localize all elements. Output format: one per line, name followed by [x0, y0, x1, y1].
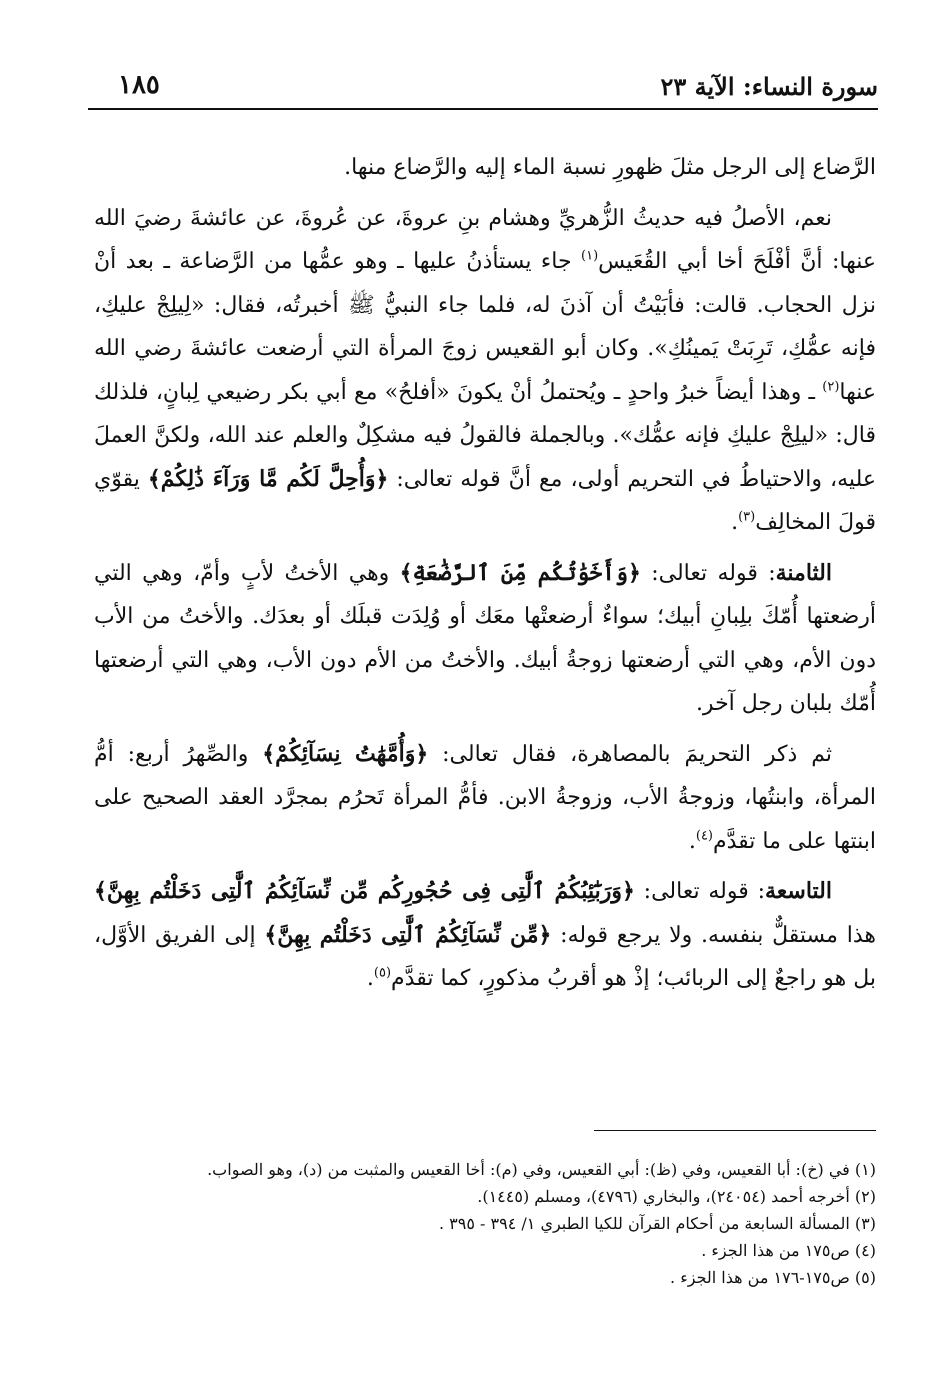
header-rule — [88, 108, 878, 110]
footnote-5: (٥) ص١٧٥-١٧٦ من هذا الجزء . — [670, 1268, 876, 1287]
paragraph-1-text: الرَّضاع إلى الرجل مثلَ ظهورِ نسبة الماء إليه والرَّضاع منها. — [344, 155, 876, 180]
footnote-1: (١) في (خ): أبا القعيس، وفي (ظ): أبي القعيس، وفي (م): أخا القعيس والمثبت من (د)، وهو الصواب. — [207, 1160, 876, 1179]
footnote-3: (٣) المسألة السابعة من أحكام القرآن للكيا الطبري ١/ ٣٩٤ - ٣٩٥ . — [438, 1214, 876, 1233]
footnotes — [94, 1156, 876, 1291]
issue-label-eighth: الثامنة — [775, 559, 832, 586]
paragraph-2-text-a: نعم، الأصلُ فيه حديثُ الزُّهريِّ وهشام بنِ عروةَ، عن عُروةَ، عن عائشةَ رضيَ الله عنها: أنَّ أفْلَحَ أخا أبي القُعَيس — [94, 205, 876, 274]
issue-label-ninth: التاسعة — [765, 878, 832, 904]
paragraph-5-text-a: : قوله تعالى: — [634, 879, 765, 904]
paragraph-1 — [94, 146, 876, 190]
footnote-ref-2[interactable]: (٢) — [822, 379, 840, 395]
paragraph-4-text-c: . — [688, 828, 696, 854]
paragraph-5-text-d: . — [366, 966, 374, 991]
footnote-ref-5[interactable]: (٥) — [373, 965, 392, 981]
footnote-2: (٢) أخرجه أحمد (٢٤٠٥٤)، والبخاري (٤٧٩٦)، ومسلم (١٤٤٥). — [477, 1187, 876, 1206]
footnote-separator — [594, 1130, 876, 1131]
running-title: سورة النساء: الآية ٢٣ — [660, 72, 878, 101]
quran-verse: ﴿وَرَبَٰٓئِبُكُمُ ٱلَّٰتِى فِى حُجُورِكُم مِّن نِّسَآئِكُمُ ٱلَّٰتِى دَخَلْتُم بِهِنَّ﴾ — [94, 878, 635, 904]
paragraph-4-text-a: ثم ذكر التحريمَ بالمصاهرة، فقال تعالى: — [428, 741, 832, 767]
paragraph-5-text-b: هذا مستقلٌّ بنفسه. ولا يرجع قوله: — [551, 922, 876, 948]
quran-verse: ﴿وَأُمَّهَٰتُ نِسَآئِكُمْ﴾ — [262, 740, 429, 767]
paragraph-5 — [94, 870, 876, 1001]
paragraph-3-text-b: وهي الأختُ لأبٍ وأمّ، وهي التي أرضعتها أُمّكَ بلِبانِ أبيك؛ سواءٌ أرضعتْها معَك أو وُلِدَت قبلَك أو بعدَك. والأختُ من الأب دون الأم، وهي التي أرضعتها زوجةُ أبيك. والأختُ من الأم دون الأب، وهي التي أرضعتها أُمّك بلبان رجل آخر. — [94, 560, 876, 716]
quran-verse: ﴿وَأُحِلَّ لَكُم مَّا وَرَآءَ ذَٰلِكُمْ﴾ — [147, 465, 389, 492]
footnote-ref-3[interactable]: (٣) — [738, 509, 756, 525]
paragraph-2-text-b: جاء يستأذنُ عليها ـ وهو عمُّها من الرَّضاعة ـ بعد أنْ نزل الحجاب. قالت: فأبَيْتُ أن آذنَ له، فلما جاء النبيُّ ﷺ أخبرتُه، فقال: «لِيلِجْ عليكِ، فإنه عمُّكِ، تَرِبَتْ يَمينُكِ». وكان أبو القعيس زوجَ المرأة التي أرضعت عائشةَ رضي الله عنها — [94, 249, 876, 405]
paragraph-2 — [94, 197, 876, 545]
paragraph-2-text-e: . — [731, 510, 739, 535]
page-header — [88, 66, 878, 106]
quran-verse: ﴿وَأَخَوَٰتُكُم مِّنَ ٱلرَّضَٰعَةِ﴾ — [399, 559, 641, 586]
footnote-ref-1[interactable]: (١) — [581, 248, 599, 264]
footnote-4: (٤) ص١٧٥ من هذا الجزء . — [701, 1241, 876, 1260]
quran-verse: ﴿مِّن نِّسَآئِكُمُ ٱلَّٰتِى دَخَلْتُم بِهِنَّ﴾ — [264, 921, 552, 948]
paragraph-5-text-c: إلى الفريق الأوَّل، بل هو راجعٌ إلى الربائب؛ إذْ هو أقربُ مذكورٍ، كما تقدَّم — [94, 922, 876, 991]
paragraph-4-text-b: والصِّهرُ أربع: أمُّ المرأة، وابنتُها، وزوجةُ الأب، وزوجةُ الابن. فأمُّ المرأة تَحرُم بمجرَّد العقد الصحيح على ابنتها على ما تقدَّم — [94, 741, 876, 854]
page-number: ١٨٥ — [118, 70, 160, 100]
paragraph-2-text-d: يقوّي قولَ المخالِف — [94, 466, 876, 535]
paragraph-3 — [94, 552, 876, 726]
main-text — [94, 146, 876, 1008]
footnote-ref-4[interactable]: (٤) — [695, 828, 713, 844]
paragraph-4 — [94, 733, 876, 864]
paragraph-2-text-c: ـ وهذا أيضاً خبرُ واحدٍ ـ ويُحتملُ أنْ يكونَ «أفلحُ» مع أبي بكر رضيعي لِبانٍ، فلذلك قال: «ليلِجْ عليكِ فإنه عمُّك». وبالجملة فالقولُ فيه مشكِلٌ والعلم عند الله، ولكنَّ العملَ عليه، والاحتياطُ في التحريم أولى، مع أنَّ قوله تعالى: — [94, 379, 877, 492]
paragraph-3-text-a: : قوله تعالى: — [640, 560, 776, 586]
